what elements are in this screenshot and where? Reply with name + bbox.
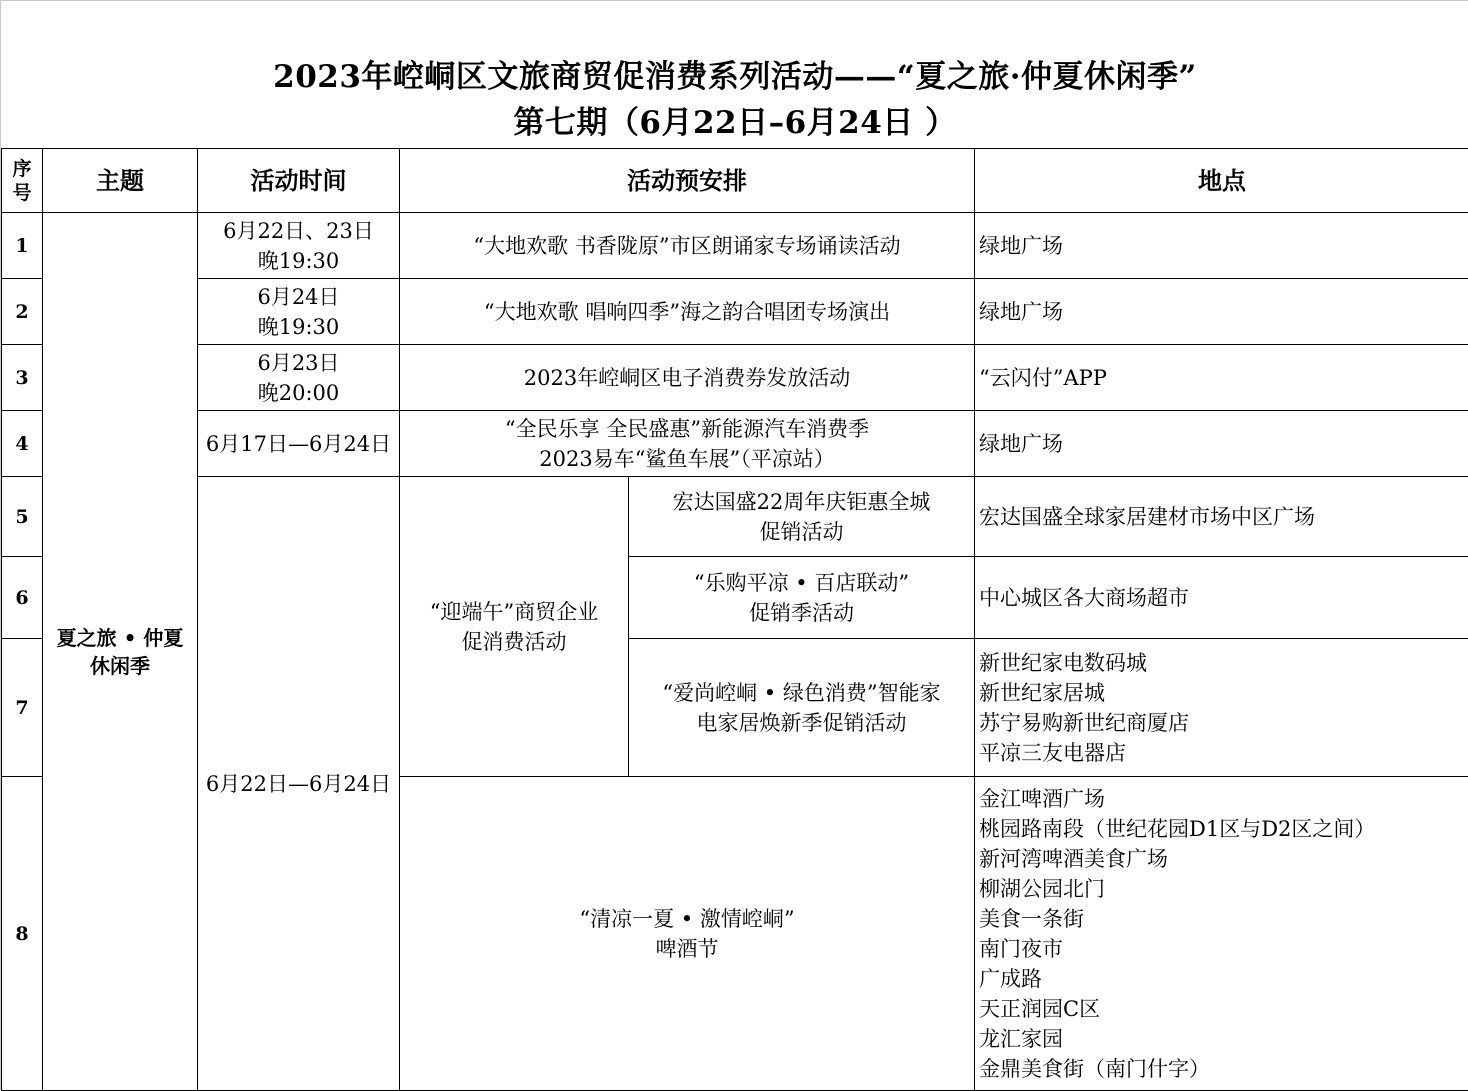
title-block [1,1,1468,148]
table-row [2,477,1468,557]
row-time [198,279,400,345]
row-plan [400,345,975,411]
place-line: 天正润园C区 [979,994,1468,1024]
header-row [2,149,1468,213]
place-line: 南门夜市 [979,934,1468,964]
place-line: 桃园路南段（世纪花园D1区与D2区之间） [979,814,1468,844]
place-line: 绿地广场 [979,429,1468,459]
plan-line: “清凉一夏 • 激情崆峒” [400,904,974,934]
header-plan: 活动预安排 [400,149,975,213]
row-seq: 6 [2,557,43,639]
row-sub-plan [629,557,975,639]
place-line: “云闪付”APP [979,363,1468,393]
place-line: 平凉三友电器店 [979,738,1468,768]
place-line: 绿地广场 [979,297,1468,327]
place-line: 绿地广场 [979,231,1468,261]
row-sub-plan [629,477,975,557]
sub-plan-line: 促销季活动 [629,598,974,628]
time-line: 6月17日—6月24日 [198,429,399,459]
header-seq [2,149,43,213]
sub-plan-line: 宏达国盛22周年庆钜惠全城 [629,487,974,517]
row-seq: 3 [2,345,43,411]
header-seq-line1: 序 [2,157,42,181]
time-line: 晚19:30 [198,246,399,276]
row-place [975,557,1468,639]
row-plan [400,411,975,477]
row-seq: 1 [2,213,43,279]
shared-time-cell: 6月22日—6月24日 [198,477,400,1091]
place-line: 柳湖公园北门 [979,874,1468,904]
page-subtitle: 第七期（6月22日–6月24日 ） [1,97,1468,142]
theme-cell [43,213,198,1091]
row-seq: 8 [2,777,43,1091]
place-line: 金江啤酒广场 [979,784,1468,814]
plan-line: “全民乐享 全民盛惠”新能源汽车消费季 [400,414,974,444]
table-row [2,213,1468,279]
table-row [2,411,1468,477]
sub-plan-line: “乐购平凉 • 百店联动” [629,568,974,598]
row-place [975,777,1468,1091]
row-plan [400,279,975,345]
page-title: 2023年崆峒区文旅商贸促消费系列活动——“夏之旅·仲夏休闲季” [1,51,1468,96]
time-line: 晚20:00 [198,378,399,408]
time-line: 晚19:30 [198,312,399,342]
place-line: 广成路 [979,964,1468,994]
row-seq: 7 [2,639,43,777]
row-sub-plan [629,639,975,777]
place-line: 苏宁易购新世纪商厦店 [979,708,1468,738]
sub-plan-line: 促销活动 [629,517,974,547]
row-place [975,639,1468,777]
time-line: 6月23日 [198,348,399,378]
time-line: 6月22日、23日 [198,216,399,246]
plan-line: 2023易车“鲨鱼车展”（平凉站） [400,444,974,474]
place-line: 美食一条街 [979,904,1468,934]
row-time [198,345,400,411]
plan-line: 2023年崆峒区电子消费券发放活动 [400,363,974,393]
plan-line: “大地欢歌 书香陇原”市区朗诵家专场诵读活动 [400,231,974,261]
place-line: 新河湾啤酒美食广场 [979,844,1468,874]
plan-line: 啤酒节 [400,934,974,964]
row-place [975,345,1468,411]
theme-line1: 夏之旅 • 仲夏 [43,624,197,652]
place-line: 龙汇家园 [979,1024,1468,1054]
group-plan-line: 促消费活动 [400,627,628,657]
sub-plan-line: 电家居焕新季促销活动 [629,708,974,738]
row-seq: 5 [2,477,43,557]
header-time: 活动时间 [198,149,400,213]
row-time [198,213,400,279]
sub-plan-line: “爱尚崆峒 • 绿色消费”智能家 [629,678,974,708]
row-plan [400,213,975,279]
place-line: 新世纪家居城 [979,678,1468,708]
header-place: 地点 [975,149,1468,213]
row-plan [400,777,975,1091]
group-plan-line: “迎端午”商贸企业 [400,597,628,627]
row-place [975,279,1468,345]
row-time [198,411,400,477]
header-theme: 主题 [43,149,198,213]
row-place [975,477,1468,557]
row-place [975,213,1468,279]
row-seq: 2 [2,279,43,345]
table-row [2,345,1468,411]
place-line: 中心城区各大商场超市 [979,583,1468,613]
place-line: 新世纪家电数码城 [979,648,1468,678]
time-line: 6月24日 [198,282,399,312]
place-line: 宏达国盛全球家居建材市场中区广场 [979,502,1468,532]
row-seq: 4 [2,411,43,477]
place-line: 金鼎美食街（南门什字） [979,1054,1468,1084]
header-seq-line2: 号 [2,181,42,205]
theme-line2: 休闲季 [43,652,197,680]
group-plan-cell [400,477,629,777]
plan-line: “大地欢歌 唱响四季”海之韵合唱团专场演出 [400,297,974,327]
row-place [975,411,1468,477]
activity-table [1,148,1468,1091]
table-row [2,279,1468,345]
